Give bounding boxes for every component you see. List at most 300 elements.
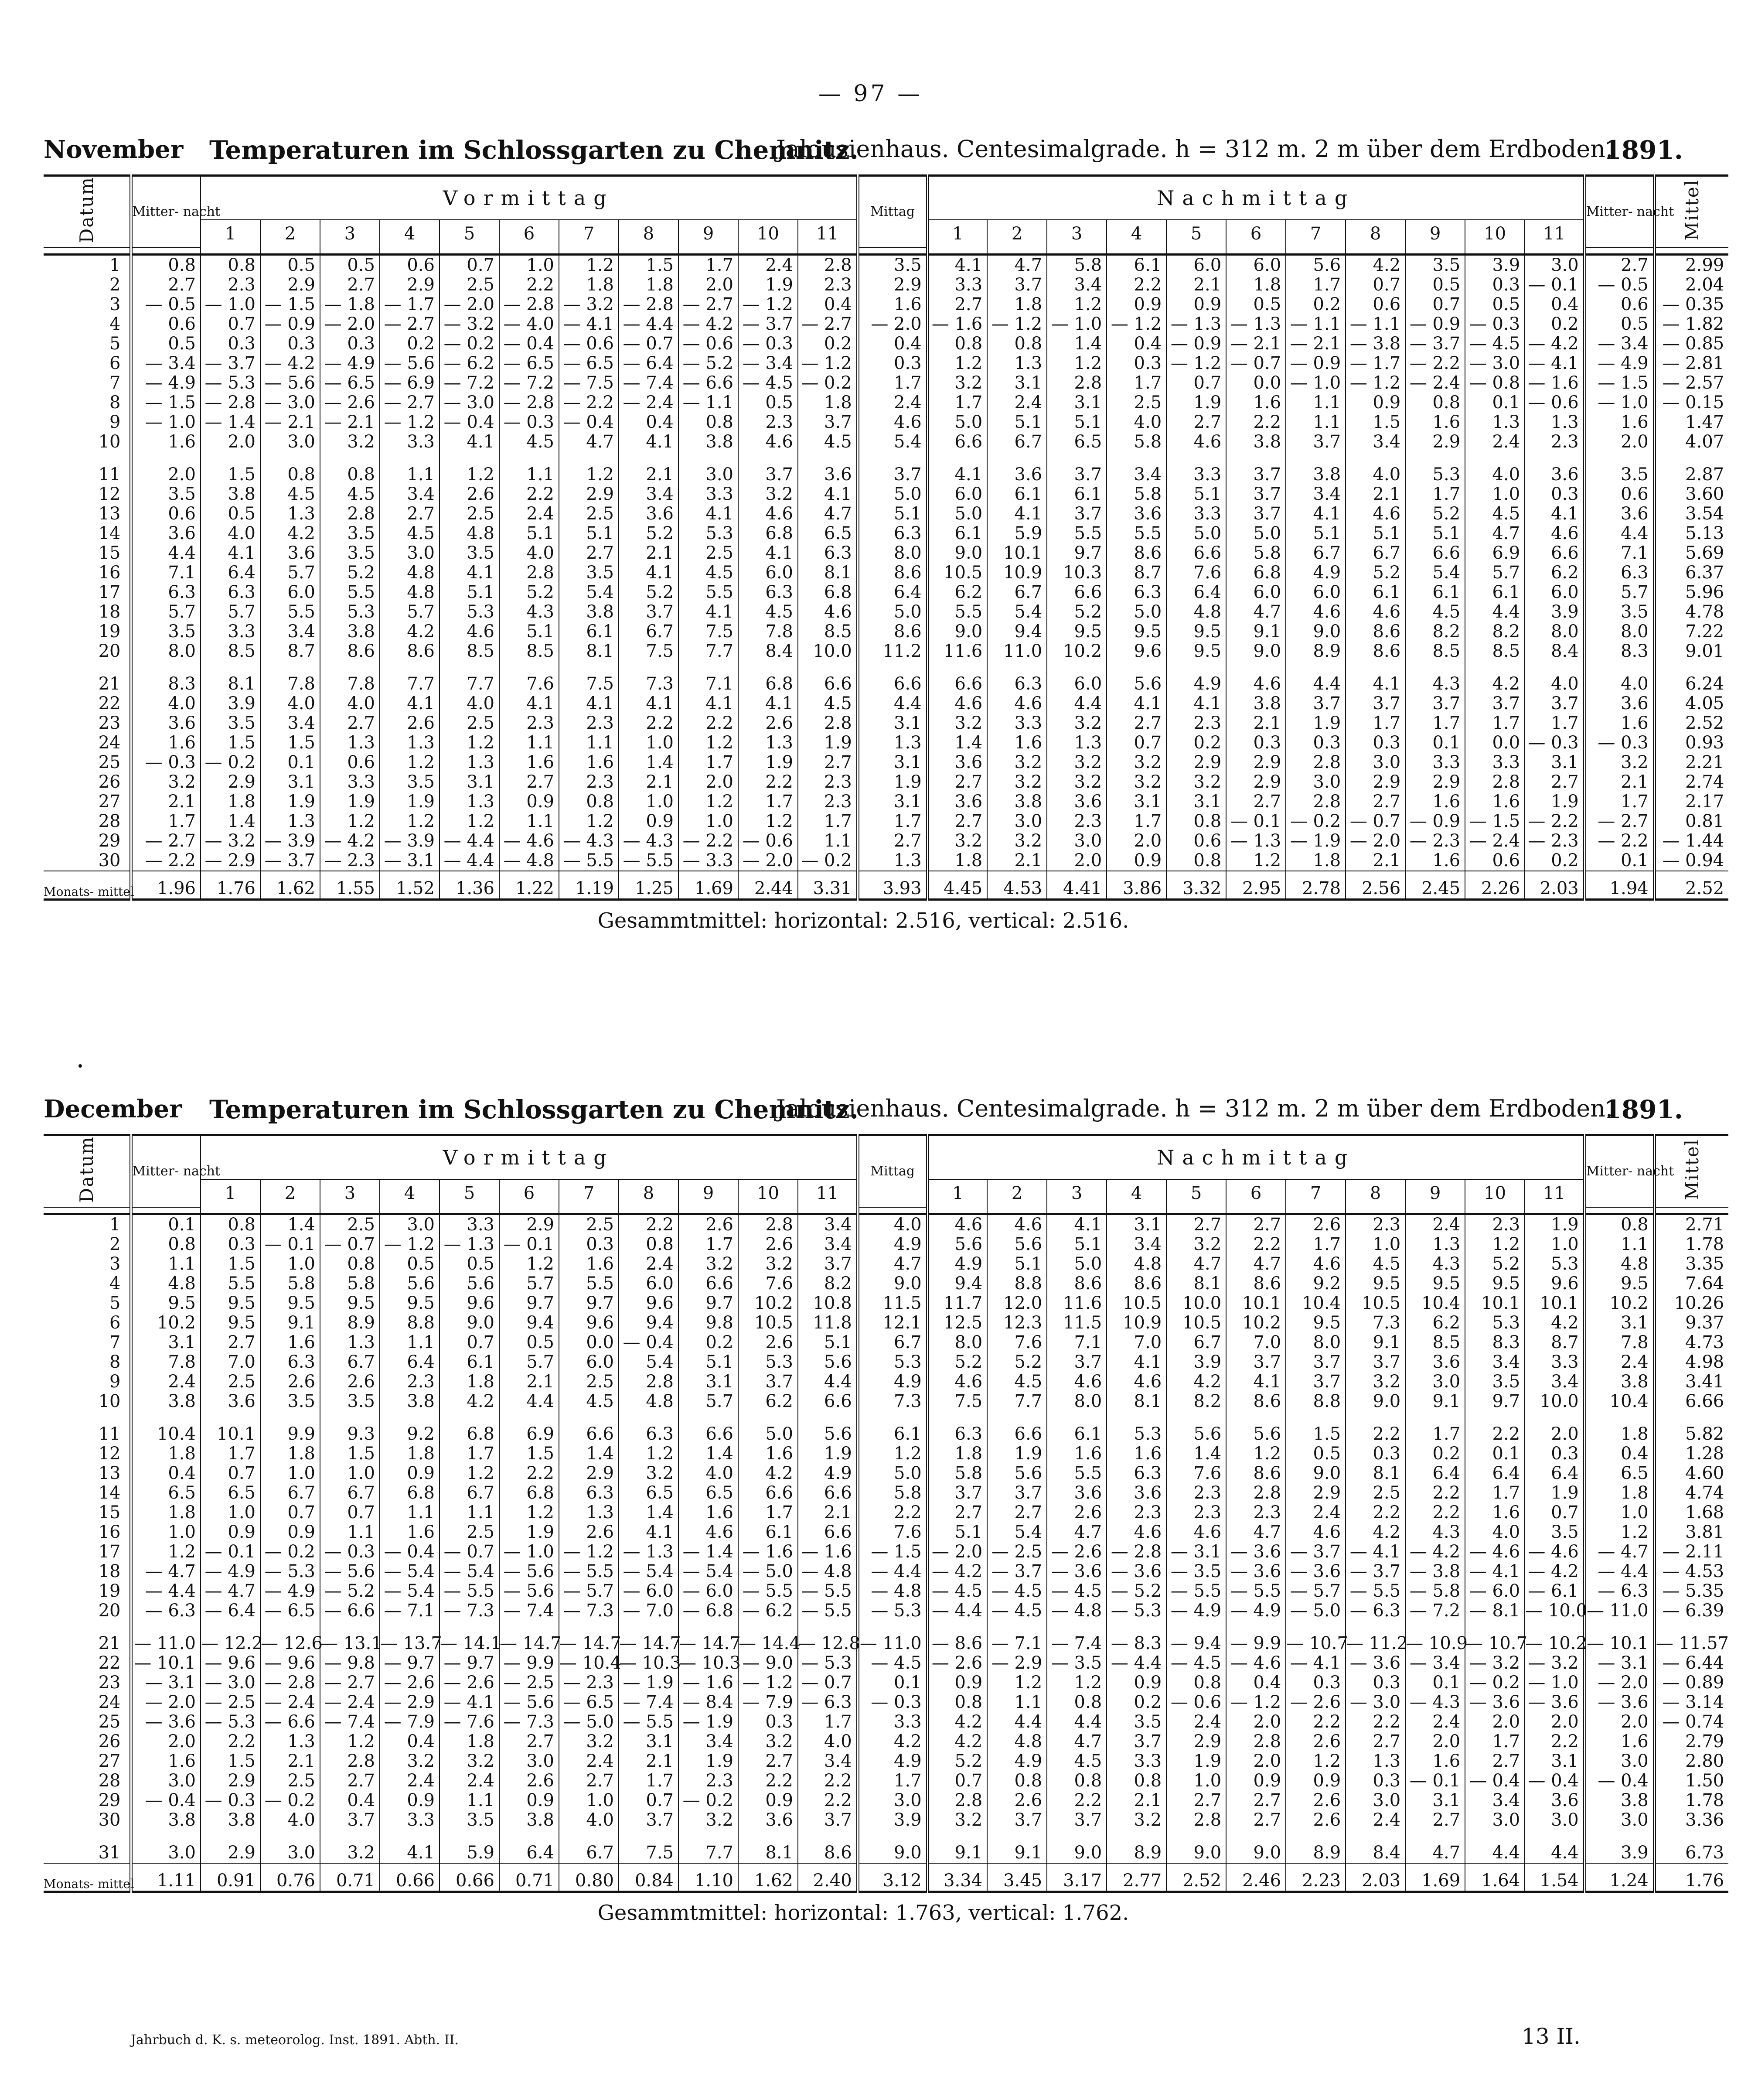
- temp-cell: — 6.5: [559, 354, 619, 373]
- table-row: [44, 563, 1728, 583]
- temp-cell: 1.8: [927, 1444, 987, 1464]
- mittag-header: Mittag: [858, 176, 927, 248]
- temp-cell: 4.0: [559, 1810, 619, 1830]
- temp-cell: — 3.0: [201, 1673, 260, 1693]
- temp-cell: 3.2: [1107, 753, 1166, 772]
- table-row: [44, 812, 1728, 831]
- temp-cell: — 5.6: [320, 1562, 380, 1581]
- temp-cell: — 11.0: [1584, 1601, 1654, 1621]
- temp-cell: 3.1: [858, 714, 927, 733]
- temp-cell: — 0.6: [1166, 1693, 1226, 1712]
- temp-cell: 9.0: [1226, 642, 1286, 661]
- temp-cell: — 0.2: [798, 851, 858, 871]
- temp-cell: 4.5: [798, 694, 858, 714]
- temp-cell: 1.4: [1047, 334, 1107, 354]
- temp-cell: 1.0: [201, 1503, 260, 1523]
- temp-cell: 6.7: [260, 1483, 320, 1503]
- temp-cell: 11.8: [798, 1313, 858, 1333]
- temp-cell: 3.5: [131, 485, 201, 504]
- temp-cell: 3.3: [1107, 1752, 1166, 1771]
- temp-cell: 1.2: [738, 812, 798, 831]
- temp-cell: 1.7: [201, 1444, 260, 1464]
- temp-cell: 0.8: [1166, 1673, 1226, 1693]
- temp-cell: 8.2: [1465, 622, 1525, 642]
- temp-cell: 0.3: [1346, 733, 1405, 753]
- temp-cell: — 5.0: [738, 1562, 798, 1581]
- temp-cell: 3.7: [1525, 694, 1584, 714]
- temp-cell: 5.1: [499, 524, 559, 543]
- temp-cell: 4.8: [380, 563, 440, 583]
- temp-cell: 1.6: [1465, 792, 1525, 812]
- temp-cell: 1.6: [738, 1444, 798, 1464]
- temp-cell: 1.8: [131, 1444, 201, 1464]
- temp-cell: 5.6: [440, 1274, 499, 1294]
- mittel-cell: — 0.74: [1654, 1712, 1728, 1732]
- temp-cell: 5.8: [858, 1483, 927, 1503]
- mittel-cell: 10.26: [1654, 1294, 1728, 1313]
- temp-cell: 4.6: [1286, 602, 1346, 622]
- hour-vm-2: 2: [260, 1179, 320, 1207]
- temp-cell: 6.6: [798, 1392, 858, 1411]
- temp-cell: 9.7: [678, 1294, 738, 1313]
- temp-cell: 3.7: [987, 1810, 1047, 1830]
- table-row: [44, 334, 1728, 354]
- temp-cell: 5.8: [1107, 432, 1166, 452]
- temp-cell: — 0.2: [260, 1791, 320, 1810]
- temp-cell: 4.8: [1107, 1254, 1166, 1274]
- mittel-cell: — 2.11: [1654, 1542, 1728, 1562]
- temp-cell: 6.8: [380, 1483, 440, 1503]
- temp-cell: 9.5: [380, 1294, 440, 1313]
- day-cell: 20: [98, 1601, 121, 1621]
- temp-cell: 1.9: [798, 1444, 858, 1464]
- hour-nm-3: 3: [1047, 220, 1107, 248]
- temp-cell: 10.4: [1405, 1294, 1465, 1313]
- temp-cell: 6.2: [1405, 1313, 1465, 1333]
- mittel-cell: 1.47: [1654, 413, 1728, 432]
- temp-cell: — 10.3: [619, 1653, 681, 1673]
- hour-nm-7: 7: [1286, 220, 1346, 248]
- temp-cell: — 3.1: [380, 851, 440, 871]
- temp-cell: 9.1: [1405, 1392, 1465, 1411]
- temp-cell: — 6.5: [260, 1601, 320, 1621]
- temp-cell: 4.3: [1405, 674, 1465, 694]
- temp-cell: — 4.2: [927, 1562, 987, 1581]
- temp-cell: 9.5: [1166, 622, 1226, 642]
- temp-cell: 1.9: [1525, 792, 1584, 812]
- temp-cell: — 2.2: [559, 393, 619, 413]
- temp-cell: 6.3: [201, 583, 260, 602]
- temp-cell: 4.0: [440, 694, 499, 714]
- temp-cell: 1.3: [440, 792, 499, 812]
- day-cell: 8: [109, 1352, 121, 1373]
- day-cell: 22: [98, 693, 121, 714]
- temp-cell: — 2.6: [927, 1653, 987, 1673]
- table-row: [44, 314, 1728, 334]
- temp-cell: 2.2: [1405, 1503, 1465, 1523]
- temp-cell: 2.7: [927, 1503, 987, 1523]
- temp-cell: — 4.4: [1107, 1653, 1166, 1673]
- temp-cell: — 0.4: [1525, 1771, 1584, 1791]
- day-cell: 9: [109, 412, 121, 433]
- temp-cell: 2.7: [927, 812, 987, 831]
- temp-cell: 3.5: [440, 543, 499, 563]
- temp-cell: 2.0: [1405, 1732, 1465, 1752]
- temp-cell: 0.4: [1107, 334, 1166, 354]
- temp-cell: 1.1: [499, 733, 559, 753]
- temp-cell: — 0.6: [738, 831, 798, 851]
- temp-cell: 6.1: [1465, 583, 1525, 602]
- temp-cell: 2.2: [1047, 1791, 1107, 1810]
- temp-cell: 9.7: [499, 1294, 559, 1313]
- mittel-cell: 7.64: [1654, 1274, 1728, 1294]
- temp-cell: 5.6: [927, 1235, 987, 1254]
- temp-cell: 4.4: [987, 1712, 1047, 1732]
- hour-nm-10: 10: [1465, 220, 1525, 248]
- temp-cell: — 0.3: [131, 753, 201, 772]
- temp-cell: 9.0: [858, 1843, 927, 1863]
- temp-cell: — 6.3: [1584, 1581, 1654, 1601]
- hour-vm-1: 1: [201, 220, 260, 248]
- temp-cell: 1.0: [1525, 1235, 1584, 1254]
- temp-cell: 6.5: [131, 1483, 201, 1503]
- temp-cell: 4.2: [1346, 255, 1405, 276]
- table-row: [44, 831, 1728, 851]
- table-row: [44, 1372, 1728, 1392]
- temp-cell: 6.4: [858, 583, 927, 602]
- monatsmittel-cell: 3.86: [1107, 871, 1166, 900]
- temp-cell: 1.1: [440, 1503, 499, 1523]
- temp-cell: — 8.6: [927, 1634, 987, 1653]
- temp-cell: — 4.7: [131, 1562, 201, 1581]
- temp-cell: 3.0: [380, 1214, 440, 1235]
- temp-cell: 1.9: [499, 1523, 559, 1542]
- temp-cell: 0.3: [1346, 1771, 1405, 1791]
- temp-cell: 1.1: [320, 1523, 380, 1542]
- temp-cell: 3.2: [320, 1843, 380, 1863]
- temp-cell: 7.6: [858, 1523, 927, 1542]
- temp-cell: 2.4: [380, 1771, 440, 1791]
- temp-cell: 9.5: [1286, 1313, 1346, 1333]
- temp-cell: 1.7: [1525, 714, 1584, 733]
- temp-cell: 2.0: [1525, 1712, 1584, 1732]
- temp-cell: 1.1: [798, 831, 858, 851]
- temp-cell: 2.9: [201, 772, 260, 792]
- mittel-cell: 9.37: [1654, 1313, 1728, 1333]
- temp-cell: 3.6: [1525, 1791, 1584, 1810]
- temp-cell: 2.4: [1166, 1712, 1226, 1732]
- temp-cell: — 11.0: [131, 1634, 201, 1653]
- temp-cell: 4.4: [1465, 602, 1525, 622]
- temp-cell: 2.6: [987, 1791, 1047, 1810]
- temp-cell: 2.3: [738, 413, 798, 432]
- temp-cell: 2.5: [201, 1372, 260, 1392]
- temp-cell: 1.6: [131, 1752, 201, 1771]
- temp-cell: 9.9: [260, 1424, 320, 1444]
- temp-cell: 2.9: [559, 1464, 619, 1483]
- table-row: [44, 1523, 1728, 1542]
- temp-cell: 0.5: [1226, 295, 1286, 314]
- temp-cell: 11.6: [927, 642, 987, 661]
- temp-cell: — 9.7: [380, 1653, 440, 1673]
- temp-cell: — 1.3: [1226, 314, 1286, 334]
- temp-cell: 8.8: [987, 1274, 1047, 1294]
- temp-cell: 3.8: [1286, 465, 1346, 485]
- temp-cell: 6.7: [1286, 543, 1346, 563]
- temp-cell: — 4.9: [201, 1562, 260, 1581]
- temp-cell: 2.6: [738, 1235, 798, 1254]
- table-row: [44, 1791, 1728, 1810]
- table-subtitle: Jalousienhaus. Centesimalgrade. h = 312 m. 2 m über dem Erdboden.: [776, 135, 1613, 163]
- temp-cell: — 1.2: [559, 1542, 619, 1562]
- temp-cell: 3.6: [201, 1392, 260, 1411]
- temp-cell: 6.1: [1107, 255, 1166, 276]
- temp-cell: 8.6: [798, 1843, 858, 1863]
- hour-nm-6: 6: [1226, 220, 1286, 248]
- temp-cell: 5.6: [380, 1274, 440, 1294]
- temp-cell: 6.1: [738, 1523, 798, 1542]
- temp-cell: 0.9: [260, 1523, 320, 1542]
- temp-cell: 1.3: [1346, 1752, 1405, 1771]
- temp-cell: 6.3: [858, 524, 927, 543]
- mittel-cell: 3.35: [1654, 1254, 1728, 1274]
- temp-cell: 1.2: [1047, 354, 1107, 373]
- temp-cell: 1.2: [440, 733, 499, 753]
- mittel-cell: — 2.81: [1654, 354, 1728, 373]
- table-row: [44, 1771, 1728, 1791]
- temp-cell: 6.6: [1405, 543, 1465, 563]
- temp-cell: 2.7: [380, 504, 440, 524]
- temp-cell: 7.8: [260, 674, 320, 694]
- table-row: [44, 1313, 1728, 1333]
- temp-cell: 1.4: [678, 1444, 738, 1464]
- table-row: [44, 413, 1728, 432]
- temp-cell: 4.1: [559, 694, 619, 714]
- temp-cell: 6.4: [1405, 1464, 1465, 1483]
- temp-cell: 1.2: [1226, 1444, 1286, 1464]
- temp-cell: — 14.7: [679, 1633, 741, 1654]
- temp-cell: 7.5: [927, 1392, 987, 1411]
- temp-cell: 1.2: [440, 1464, 499, 1483]
- temp-cell: — 2.5: [201, 1693, 260, 1712]
- temp-cell: 5.7: [201, 602, 260, 622]
- temp-cell: 1.3: [260, 504, 320, 524]
- temp-cell: — 0.6: [559, 334, 619, 354]
- temp-cell: — 2.9: [201, 851, 260, 871]
- mittel-cell: 2.87: [1654, 465, 1728, 485]
- temp-cell: — 5.0: [559, 1712, 619, 1732]
- temp-cell: 10.5: [1166, 1313, 1226, 1333]
- temp-cell: 6.7: [858, 1333, 927, 1352]
- temp-cell: 1.2: [320, 812, 380, 831]
- temp-cell: 1.7: [798, 812, 858, 831]
- temp-cell: 1.8: [1584, 1424, 1654, 1444]
- temp-cell: 1.6: [1107, 1444, 1166, 1464]
- day-cell: 25: [98, 1712, 121, 1732]
- temp-cell: 11.5: [858, 1294, 927, 1313]
- temp-cell: 3.3: [320, 772, 380, 792]
- table-row: [44, 753, 1728, 772]
- day-cell: 19: [98, 1581, 121, 1601]
- temp-cell: — 5.3: [1107, 1601, 1166, 1621]
- mittel-cell: 7.22: [1654, 622, 1728, 642]
- temp-cell: — 4.2: [1405, 1542, 1465, 1562]
- temp-cell: 6.8: [738, 524, 798, 543]
- temp-cell: 0.0: [1465, 733, 1525, 753]
- temp-cell: 2.8: [1286, 753, 1346, 772]
- temp-cell: 1.7: [1465, 714, 1525, 733]
- temp-cell: 1.9: [798, 733, 858, 753]
- temp-cell: — 0.4: [619, 1333, 678, 1352]
- temp-cell: 2.3: [678, 1771, 738, 1791]
- temp-cell: 3.2: [1166, 772, 1226, 792]
- temp-cell: 0.0: [1226, 373, 1286, 393]
- temp-cell: — 5.6: [499, 1581, 559, 1601]
- temp-cell: 3.6: [1047, 1483, 1107, 1503]
- temp-cell: 3.0: [131, 1771, 201, 1791]
- table-row: [44, 255, 1728, 276]
- temp-cell: 1.3: [440, 753, 499, 772]
- temp-cell: — 1.6: [1525, 373, 1584, 393]
- temp-cell: 3.2: [559, 1732, 619, 1752]
- temp-cell: 2.8: [1286, 792, 1346, 812]
- temp-cell: — 4.1: [440, 1693, 499, 1712]
- temp-cell: 2.8: [738, 1214, 798, 1235]
- temp-cell: 4.7: [1047, 1523, 1107, 1542]
- temp-cell: 10.0: [1525, 1392, 1584, 1411]
- year-label: 1891.: [1604, 135, 1683, 165]
- temp-cell: 4.9: [1286, 563, 1346, 583]
- temp-cell: 4.0: [1107, 413, 1166, 432]
- temp-cell: 5.2: [927, 1752, 987, 1771]
- temp-cell: 1.2: [1465, 1235, 1525, 1254]
- temp-cell: 3.2: [927, 831, 987, 851]
- temp-cell: 4.6: [798, 602, 858, 622]
- day-cell: 7: [109, 373, 121, 393]
- temp-cell: 5.6: [987, 1464, 1047, 1483]
- temp-cell: 8.7: [1107, 563, 1166, 583]
- monatsmittel-cell: 1.64: [1465, 1863, 1525, 1892]
- temp-cell: 9.6: [1525, 1274, 1584, 1294]
- temp-cell: 2.7: [738, 1752, 798, 1771]
- table-row: [44, 1732, 1728, 1752]
- table-row: [44, 543, 1728, 563]
- temp-cell: 1.2: [1226, 851, 1286, 871]
- day-cell: 2: [109, 1234, 121, 1255]
- temp-cell: — 1.2: [987, 314, 1047, 334]
- temp-cell: 2.9: [201, 1843, 260, 1863]
- temp-cell: 2.0: [678, 772, 738, 792]
- monatsmittel-cell: 2.46: [1226, 1863, 1286, 1892]
- temp-cell: 2.5: [1346, 1483, 1405, 1503]
- day-cell: 17: [98, 1542, 121, 1562]
- hour-nm-5: 5: [1166, 1179, 1226, 1207]
- temp-cell: — 0.7: [798, 1673, 858, 1693]
- temp-cell: 2.2: [678, 714, 738, 733]
- temp-cell: — 4.9: [260, 1581, 320, 1601]
- mittel-cell: 4.07: [1654, 432, 1728, 452]
- temp-cell: — 8.1: [1465, 1601, 1525, 1621]
- temp-cell: 5.1: [440, 583, 499, 602]
- temp-cell: 6.6: [738, 1483, 798, 1503]
- temp-cell: 1.7: [440, 1444, 499, 1464]
- temp-cell: — 4.4: [131, 1581, 201, 1601]
- mittel-cell: 4.05: [1654, 694, 1728, 714]
- nachmittag-header: Nachmittag: [927, 176, 1584, 220]
- temp-cell: 4.2: [738, 1464, 798, 1483]
- temp-cell: 1.4: [927, 733, 987, 753]
- temp-cell: 6.3: [1107, 1464, 1166, 1483]
- mittel-cell: 6.37: [1654, 563, 1728, 583]
- table-row: [44, 1294, 1728, 1313]
- temp-cell: 3.0: [1286, 772, 1346, 792]
- temp-cell: 8.1: [559, 642, 619, 661]
- hour-vm-2: 2: [260, 220, 320, 248]
- day-cell: 22: [98, 1653, 121, 1673]
- temp-cell: 11.0: [987, 642, 1047, 661]
- temp-cell: 2.7: [1226, 1791, 1286, 1810]
- temp-cell: 2.7: [1226, 792, 1286, 812]
- temp-cell: 3.1: [131, 1333, 201, 1352]
- temp-cell: 0.5: [131, 334, 201, 354]
- monatsmittel-cell: 3.34: [927, 1863, 987, 1892]
- temp-cell: 4.1: [738, 694, 798, 714]
- temp-cell: 2.3: [1166, 1483, 1226, 1503]
- temp-cell: — 0.1: [1405, 1771, 1465, 1791]
- hour-vm-8: 8: [619, 1179, 678, 1207]
- temp-cell: 3.7: [1465, 694, 1525, 714]
- temp-cell: 3.1: [678, 1372, 738, 1392]
- temp-cell: — 9.7: [440, 1653, 499, 1673]
- temp-cell: 1.3: [380, 733, 440, 753]
- temp-cell: 9.5: [1405, 1274, 1465, 1294]
- day-cell: 12: [98, 484, 121, 505]
- temp-cell: — 0.4: [440, 413, 499, 432]
- temp-cell: 6.4: [499, 1843, 559, 1863]
- temp-cell: — 2.3: [559, 1673, 619, 1693]
- temp-cell: — 0.1: [260, 1235, 320, 1254]
- temp-cell: 4.5: [738, 602, 798, 622]
- temp-cell: 3.6: [1107, 1483, 1166, 1503]
- temp-cell: — 4.8: [798, 1562, 858, 1581]
- hour-vm-5: 5: [440, 1179, 499, 1207]
- temp-cell: 5.1: [1047, 1235, 1107, 1254]
- temp-cell: — 3.6: [1226, 1542, 1286, 1562]
- temp-cell: 0.5: [260, 255, 320, 276]
- temp-cell: 4.7: [1405, 1843, 1465, 1863]
- temp-cell: — 2.0: [1584, 1673, 1654, 1693]
- hour-vm-5: 5: [440, 220, 499, 248]
- temp-cell: 4.1: [927, 465, 987, 485]
- day-cell: 24: [98, 1692, 121, 1713]
- table-row: [44, 504, 1728, 524]
- temp-cell: — 4.2: [1525, 334, 1584, 354]
- table-row: [44, 622, 1728, 642]
- mittel-cell: 3.81: [1654, 1523, 1728, 1542]
- temp-cell: 12.3: [987, 1313, 1047, 1333]
- temp-cell: — 0.9: [1405, 812, 1465, 831]
- temp-cell: 3.0: [499, 1752, 559, 1771]
- temp-cell: — 1.0: [1047, 314, 1107, 334]
- temp-cell: 4.5: [1405, 602, 1465, 622]
- temp-cell: 1.2: [987, 1673, 1047, 1693]
- temp-cell: 0.8: [201, 255, 260, 276]
- temp-cell: 10.1: [201, 1424, 260, 1444]
- temp-cell: 3.6: [1047, 792, 1107, 812]
- temp-cell: 2.9: [260, 275, 320, 295]
- temp-cell: 1.2: [559, 465, 619, 485]
- day-cell: 29: [98, 831, 121, 851]
